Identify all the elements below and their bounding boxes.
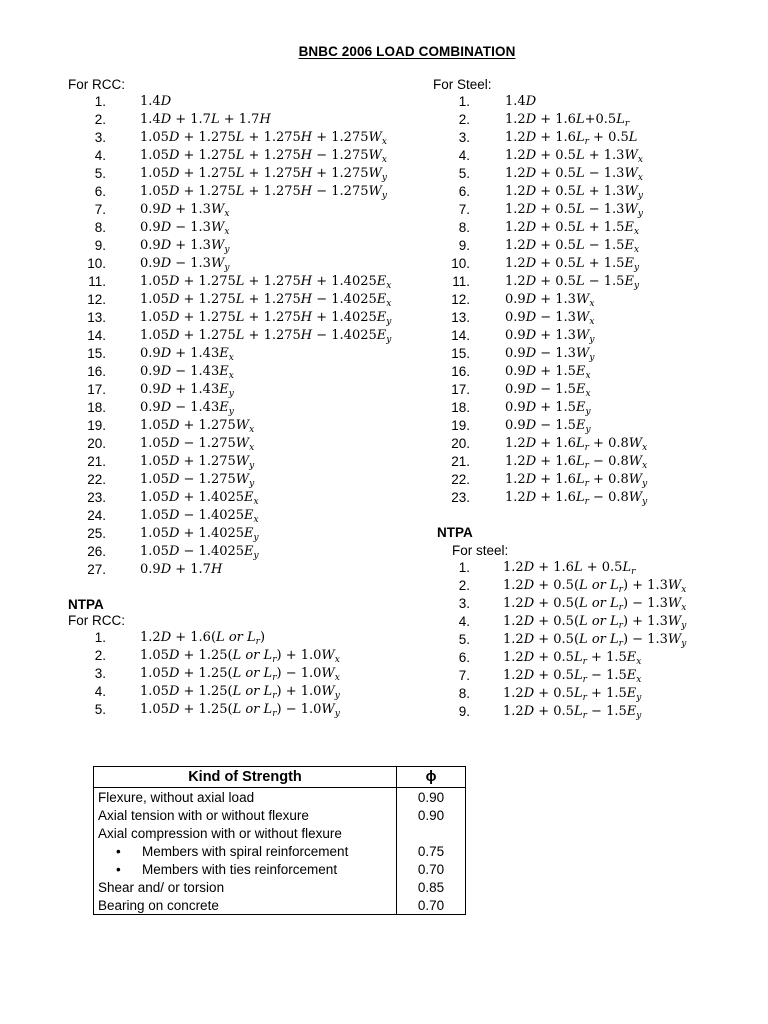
combination-item (80, 543, 259, 561)
load-formula: 1.05D + 1.25(L or $L_r) + 1.0W_y$ (140, 684, 340, 701)
item-number: 1. (94, 630, 106, 645)
item-number: 17. (451, 382, 470, 397)
item-number: 21. (451, 454, 470, 469)
combination-item (444, 489, 648, 507)
item-number: 16. (451, 364, 470, 379)
strength-kind-label: Axial tension with or without flexure (98, 807, 309, 823)
combination-item (444, 237, 640, 255)
combination-item (444, 165, 643, 183)
load-formula: 1.2D + 0.5(L or $L_r) + 1.3W_x$ (503, 578, 687, 595)
item-number: 12. (87, 292, 106, 307)
load-formula: $1.2D + 1.6L+0.5L_r$ (505, 112, 630, 129)
load-formula: 1.2D + 0.5(L or $L_r) - 1.3W_x$ (503, 596, 687, 613)
item-number: 5. (458, 632, 470, 647)
item-number: 14. (451, 328, 470, 343)
combination-item (80, 345, 234, 363)
load-formula: $0.9D + 1.43E_x$ (140, 346, 234, 363)
item-number: 16. (87, 364, 106, 379)
load-formula: $1.2D + 0.5L_r + 1.5E_x$ (503, 650, 642, 667)
item-number: 19. (87, 418, 106, 433)
strength-kind-cell (94, 878, 397, 896)
combination-item (80, 629, 266, 647)
item-number: 7. (94, 202, 106, 217)
load-formula: 1.2D + 1.6(L or $L_r$) (140, 630, 266, 647)
load-formula: 1.05D + 1.25(L or $L_r) - 1.0W_x$ (140, 666, 340, 683)
strength-kind-label: Bearing on concrete (98, 897, 219, 913)
strength-kind-label: Members with ties reinforcement (142, 861, 338, 877)
item-number: 24. (87, 508, 106, 523)
strength-kind-label: Axial compression with or without flexure (98, 825, 342, 841)
bullet-icon: • (116, 843, 121, 859)
combination-item (444, 613, 687, 631)
load-formula: $1.05D - 1.275W_y$ (140, 472, 255, 489)
combination-item (80, 291, 392, 309)
combination-item (444, 577, 687, 595)
strength-kind-cell (94, 806, 397, 824)
combination-item (444, 631, 687, 649)
combination-item (444, 703, 642, 721)
combination-item (80, 237, 230, 255)
item-number: 9. (458, 704, 470, 719)
item-number: 3. (94, 666, 106, 681)
item-number: 14. (87, 328, 106, 343)
combination-item (80, 147, 387, 165)
strength-kind-cell (94, 788, 397, 807)
item-number: 21. (87, 454, 106, 469)
load-formula: $1.05D + 1.275W_x$ (140, 418, 255, 435)
steel-heading: For Steel: (433, 77, 492, 92)
table-row (94, 788, 466, 807)
header-kind-of-strength: Kind of Strength (94, 767, 397, 788)
combination-item (80, 219, 230, 237)
item-number: 8. (458, 686, 470, 701)
load-formula: $0.9D - 1.5E_x$ (505, 382, 591, 399)
item-number: 10. (87, 256, 106, 271)
combination-item (80, 93, 172, 111)
strength-kind-cell (94, 824, 397, 842)
combination-item (444, 453, 648, 471)
combination-item (80, 129, 387, 147)
item-number: 5. (94, 166, 106, 181)
combination-item (80, 525, 259, 543)
ntpa-rcc-label: NTPA (68, 597, 104, 612)
load-formula: $0.9D - 1.43E_y$ (140, 400, 234, 417)
load-formula: $0.9D - 1.3W_x$ (505, 310, 595, 327)
item-number: 4. (458, 148, 470, 163)
load-formula: 1.4D (505, 94, 537, 109)
ntpa-rcc-heading: For RCC: (68, 613, 125, 628)
rcc-combination-list (80, 93, 392, 579)
load-formula: $1.05D + 1.275L + 1.275H + 1.275W_x$ (140, 130, 387, 147)
combination-item (444, 399, 591, 417)
combination-item (444, 93, 537, 111)
load-formula: $0.9D + 1.3W_y$ (505, 328, 595, 345)
load-formula: $1.05D + 1.4025E_x$ (140, 490, 259, 507)
item-number: 18. (451, 400, 470, 415)
item-number: 4. (94, 148, 106, 163)
combination-item (444, 685, 642, 703)
combination-item (80, 561, 223, 579)
load-formula: $1.2D + 0.5L + 1.3W_y$ (505, 184, 643, 201)
phi-value: 0.75 (397, 842, 466, 860)
load-formula: $0.9D - 1.5E_y$ (505, 418, 591, 435)
load-formula: $1.2D + 0.5L + 1.3W_x$ (505, 148, 643, 165)
load-formula: $1.05D + 1.4025E_y$ (140, 526, 259, 543)
combination-item (444, 649, 642, 667)
item-number: 8. (458, 220, 470, 235)
ntpa-rcc-combination-list (80, 629, 340, 719)
combination-item (80, 683, 340, 701)
combination-item (444, 201, 643, 219)
item-number: 3. (458, 596, 470, 611)
load-formula: $1.2D + 0.5L_r - 1.5E_x$ (503, 668, 642, 685)
load-formula: $0.9D + 1.3W_y$ (140, 238, 230, 255)
load-formula: $1.2D + 0.5L - 1.3W_y$ (505, 202, 643, 219)
item-number: 6. (94, 184, 106, 199)
load-formula: $1.05D + 1.275L + 1.275H - 1.4025E_y$ (140, 328, 392, 345)
load-formula: $1.05D + 1.275L + 1.275H - 1.275W_y$ (140, 184, 387, 201)
load-formula: $1.2D + 0.5L - 1.5E_y$ (505, 274, 640, 291)
load-formula: $1.2D + 0.5L + 1.5E_x$ (505, 220, 640, 237)
load-formula: $1.2D + 0.5L_r - 1.5E_y$ (503, 704, 642, 721)
ntpa-steel-heading: For steel: (452, 543, 509, 558)
item-number: 23. (451, 490, 470, 505)
combination-item (80, 201, 230, 219)
load-formula: 1.2D + 0.5(L or $L_r) - 1.3W_y$ (503, 632, 687, 649)
item-number: 19. (451, 418, 470, 433)
load-formula: 1.05D + 1.25(L or $L_r) + 1.0W_x$ (140, 648, 340, 665)
item-number: 26. (87, 544, 106, 559)
item-number: 3. (458, 130, 470, 145)
load-formula: $0.9D + 1.3W_x$ (140, 202, 230, 219)
combination-item (80, 111, 271, 129)
item-number: 22. (87, 472, 106, 487)
item-number: 6. (458, 650, 470, 665)
strength-kind-label: Members with spiral reinforcement (142, 843, 349, 859)
combination-item (80, 471, 255, 489)
item-number: 13. (87, 310, 106, 325)
load-formula: $1.05D + 1.275W_y$ (140, 454, 255, 471)
table-row (94, 842, 466, 860)
item-number: 2. (94, 648, 106, 663)
item-number: 2. (458, 578, 470, 593)
load-formula: $1.2D + 1.6L_r - 0.8W_x$ (505, 454, 648, 471)
combination-item (444, 345, 595, 363)
load-formula: $1.2D + 0.5L + 1.5E_y$ (505, 256, 640, 273)
combination-item (444, 417, 591, 435)
item-number: 4. (94, 684, 106, 699)
item-number: 1. (458, 560, 470, 575)
combination-item (444, 255, 640, 273)
combination-item (80, 273, 392, 291)
combination-item (80, 255, 230, 273)
item-number: 7. (458, 202, 470, 217)
combination-item (80, 327, 392, 345)
item-number: 17. (87, 382, 106, 397)
strength-kind-cell (94, 860, 397, 878)
combination-item (444, 381, 591, 399)
item-number: 3. (94, 130, 106, 145)
combination-item (80, 701, 340, 719)
phi-value: 0.70 (397, 896, 466, 915)
strength-reduction-table (93, 766, 466, 915)
combination-item (444, 183, 643, 201)
load-formula: $0.9D - 1.3W_y$ (140, 256, 230, 273)
combination-item (444, 291, 595, 309)
combination-item (80, 489, 259, 507)
item-number: 1. (458, 94, 470, 109)
load-formula: 1.4D (140, 94, 172, 109)
item-number: 20. (451, 436, 470, 451)
combination-item (444, 559, 636, 577)
load-formula: $0.9D - 1.3W_y$ (505, 346, 595, 363)
header-phi: ϕ (397, 767, 466, 788)
load-formula: $1.2D + 1.6L_r + 0.8W_x$ (505, 436, 648, 453)
item-number: 9. (94, 238, 106, 253)
combination-item (444, 129, 638, 147)
item-number: 9. (458, 238, 470, 253)
bullet-icon: • (116, 861, 121, 877)
table-row (94, 824, 466, 842)
load-formula: $1.2D + 0.5L - 1.5E_x$ (505, 238, 640, 255)
combination-item (444, 273, 640, 291)
item-number: 4. (458, 614, 470, 629)
table-row (94, 806, 466, 824)
load-formula: 1.2D + 0.5(L or $L_r) + 1.3W_y$ (503, 614, 687, 631)
item-number: 5. (94, 702, 106, 717)
combination-item (444, 147, 643, 165)
table-row (94, 878, 466, 896)
load-formula: 0.9D + 1.7H (140, 562, 223, 577)
combination-item (80, 417, 255, 435)
item-number: 15. (451, 346, 470, 361)
item-number: 13. (451, 310, 470, 325)
strength-kind-cell (94, 842, 397, 860)
load-formula: $1.05D - 1.275W_x$ (140, 436, 255, 453)
load-formula: $1.2D + 0.5L - 1.3W_x$ (505, 166, 643, 183)
load-formula: 1.05D + 1.25(L or $L_r) - 1.0W_y$ (140, 702, 340, 719)
item-number: 2. (94, 112, 106, 127)
phi-value: 0.70 (397, 860, 466, 878)
combination-item (444, 309, 595, 327)
item-number: 1. (94, 94, 106, 109)
load-formula: $1.05D + 1.275L + 1.275H - 1.275W_x$ (140, 148, 387, 165)
strength-kind-label: Flexure, without axial load (98, 789, 255, 805)
combination-item (444, 219, 640, 237)
item-number: 10. (451, 256, 470, 271)
combination-item (80, 399, 234, 417)
item-number: 11. (452, 274, 470, 289)
combination-item (80, 381, 234, 399)
table-row (94, 896, 466, 915)
load-formula: $1.05D + 1.275L + 1.275H + 1.4025E_x$ (140, 274, 392, 291)
load-formula: $1.05D - 1.4025E_y$ (140, 544, 259, 561)
combination-item (80, 453, 255, 471)
phi-value: 0.85 (397, 878, 466, 896)
combination-item (444, 111, 630, 129)
ntpa-steel-combination-list (444, 559, 687, 721)
load-formula: $1.2D + 1.6L + 0.5L_r$ (503, 560, 636, 577)
phi-value: 0.90 (397, 806, 466, 824)
load-formula: $1.05D + 1.275L + 1.275H + 1.275W_y$ (140, 166, 387, 183)
item-number: 2. (458, 112, 470, 127)
strength-kind-label: Shear and/ or torsion (98, 879, 225, 895)
phi-value: 0.90 (397, 788, 466, 807)
rcc-heading: For RCC: (68, 77, 125, 92)
combination-item (444, 435, 648, 453)
item-number: 8. (94, 220, 106, 235)
load-formula: $1.2D + 1.6L_r - 0.8W_y$ (505, 490, 648, 507)
steel-combination-list (444, 93, 648, 507)
item-number: 5. (458, 166, 470, 181)
load-formula: $0.9D + 1.5E_x$ (505, 364, 591, 381)
item-number: 20. (87, 436, 106, 451)
load-formula: $1.2D + 1.6L_r + 0.8W_y$ (505, 472, 648, 489)
item-number: 11. (88, 274, 106, 289)
combination-item (80, 165, 387, 183)
item-number: 18. (87, 400, 106, 415)
item-number: 15. (87, 346, 106, 361)
item-number: 27. (87, 562, 106, 577)
combination-item (80, 363, 234, 381)
item-number: 23. (87, 490, 106, 505)
combination-item (80, 665, 340, 683)
load-formula: $1.05D - 1.4025E_x$ (140, 508, 259, 525)
item-number: 7. (458, 668, 470, 683)
load-formula: $1.2D + 0.5L_r + 1.5E_y$ (503, 686, 642, 703)
page-title: BNBC 2006 LOAD COMBINATION (298, 44, 516, 59)
combination-item (444, 595, 687, 613)
load-formula: $0.9D + 1.3W_x$ (505, 292, 595, 309)
combination-item (444, 471, 648, 489)
item-number: 12. (451, 292, 470, 307)
load-formula: $1.05D + 1.275L + 1.275H + 1.4025E_y$ (140, 310, 392, 327)
strength-kind-cell (94, 896, 397, 915)
ntpa-steel-label: NTPA (437, 525, 473, 540)
phi-value (397, 824, 466, 842)
combination-item (80, 435, 255, 453)
combination-item (80, 309, 392, 327)
load-formula: $1.05D + 1.275L + 1.275H - 1.4025E_x$ (140, 292, 392, 309)
combination-item (444, 667, 642, 685)
load-formula: $0.9D + 1.43E_y$ (140, 382, 234, 399)
table-header-row (94, 767, 466, 788)
item-number: 6. (458, 184, 470, 199)
load-formula: $0.9D - 1.3W_x$ (140, 220, 230, 237)
load-formula: $0.9D + 1.5E_y$ (505, 400, 591, 417)
load-formula: $0.9D - 1.43E_x$ (140, 364, 234, 381)
combination-item (80, 647, 340, 665)
combination-item (444, 363, 591, 381)
combination-item (80, 183, 387, 201)
item-number: 25. (87, 526, 106, 541)
load-formula: 1.4D + 1.7L + 1.7H (140, 112, 271, 127)
item-number: 22. (451, 472, 470, 487)
load-formula: $1.2D + 1.6L_r + 0.5L$ (505, 130, 638, 147)
table-row (94, 860, 466, 878)
combination-item (444, 327, 595, 345)
combination-item (80, 507, 259, 525)
